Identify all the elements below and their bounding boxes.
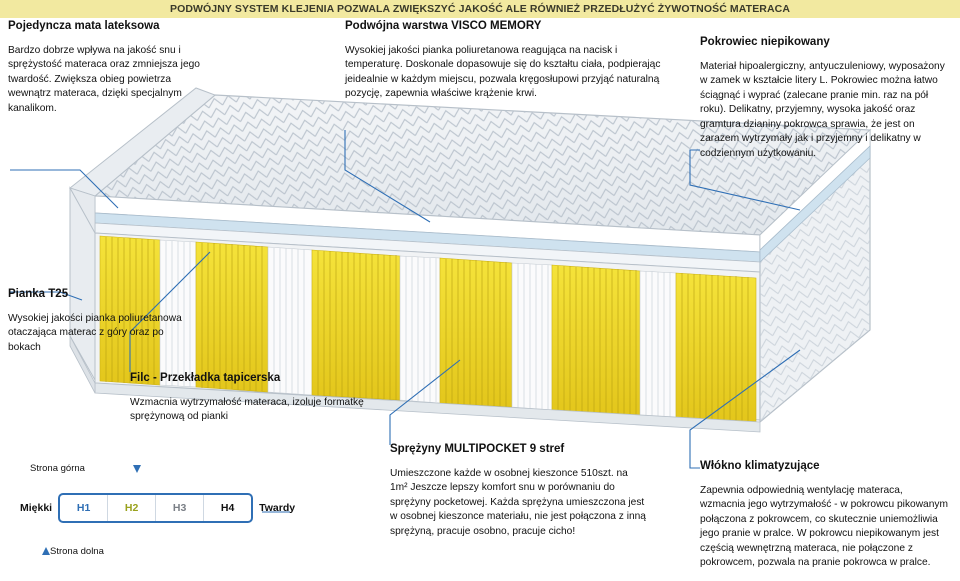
callout-felt <box>130 372 380 435</box>
firmness-widget <box>20 463 365 563</box>
callout-latex <box>8 20 203 127</box>
firmness-scale <box>20 493 295 523</box>
firmness-level-h1[interactable]: H1 <box>76 502 91 514</box>
callout-felt-title: Filc - Przekładka tapicerska <box>130 372 281 384</box>
callout-cover-title: Pokrowiec niepikowany <box>700 36 830 48</box>
callout-fiber-title: Włókno klimatyzujące <box>700 460 820 472</box>
firmness-level-h2[interactable]: H2 <box>107 495 155 521</box>
firmness-level-h4[interactable]: H4 <box>203 495 251 521</box>
firmness-hard-label: Twardy <box>259 502 296 514</box>
callout-cover-body: Materiał hipoalergiczny, antyuczuleniowy, wyposażony w zamek w kształcie litery L. Pokrowiec można łatwo ściągnąć i wyprać (zalecane pranie min. raz na pół roku). Delikatny, przyjemny, wysoka jakość oraz gramtura dzianiny pokrowca sprawia, że jest on zarazem wytrzymały jak i przyjemny i delikatny w codziennym użytkowaniu. <box>700 60 945 159</box>
firmness-soft-label: Miękki <box>20 502 53 514</box>
top-banner-text: PODWÓJNY SYSTEM KLEJENIA POZWALA ZWIĘKSZYĆ JAKOŚĆ ALE RÓWNIEŻ PRZEDŁUŻYĆ ŻYWOTNOŚĆ MATERACA <box>169 3 791 15</box>
callout-felt-body: Wzmacnia wytrzymałość materaca, izoluje formatkę sprężynową od pianki <box>130 396 364 423</box>
callout-springs-title: Sprężyny MULTIPOCKET 9 stref <box>390 443 565 455</box>
callout-cover <box>700 36 952 172</box>
firmness-levels[interactable] <box>58 493 253 523</box>
callout-fiber <box>700 460 950 581</box>
callout-fiber-body: Zapewnia odpowiednią wentylację materaca, wzmacnia jego wytrzymałość - w pokrowcu pikowanym połączona z pokrowcem, co skutecznie uniemożliwia jego pranie w pralce. W pokrowcu niepikowanym jest częścią wewnętrzną materaca, nie połączone z pokrowcem, pozwala na pranie pokrowca w pralce. <box>700 484 948 569</box>
callout-visco-title: Podwójna warstwa VISCO MEMORY <box>345 20 542 32</box>
callout-latex-body: Bardzo dobrze wpływa na jakość snu i sprężystość materaca oraz zmniejsza jego twardość. Zwiększa obieg powietrza wewnątrz materaca, dzięki specjalnym kanalikom. <box>8 44 200 114</box>
callout-latex-title: Pojedyncza mata lateksowa <box>8 20 160 32</box>
callout-visco-body: Wysokiej jakości pianka poliuretanowa reagująca na nacisk i temperaturę. Doskonale dopasowuje się do kształtu ciała, podpierając jeidealnie w każdym miejscu, pozwala kręgosłupowi przyjąć naturalną pozycję, zapewnia właściwe krążenie krwi. <box>345 44 661 100</box>
firmness-level-h3[interactable]: H3 <box>155 495 203 521</box>
arrow-down-icon <box>133 465 141 473</box>
callout-visco <box>345 20 675 112</box>
arrow-up-icon <box>42 547 50 555</box>
callout-springs <box>390 443 648 550</box>
callout-foam-title: Pianka T25 <box>8 288 69 300</box>
top-banner <box>0 0 960 18</box>
callout-foam-body: Wysokiej jakości pianka poliuretanowa otaczająca materac z góry oraz po bokach <box>8 312 182 353</box>
callout-foam <box>8 288 186 366</box>
firmness-top-label: Strona górna <box>30 463 85 474</box>
firmness-bottom-label: Strona dolna <box>50 546 104 557</box>
callout-springs-body: Umieszczone każde w osobnej kieszonce 510szt. na 1m² Jeszcze lepszy komfort snu w porównaniu do sprężyny pocketowej. Każda sprężyna umieszczona jest w osobnej kieszonce materiału, nie jest połączona z inną sprężyną, pracuje osobno, pracuje cicho! <box>390 467 646 537</box>
